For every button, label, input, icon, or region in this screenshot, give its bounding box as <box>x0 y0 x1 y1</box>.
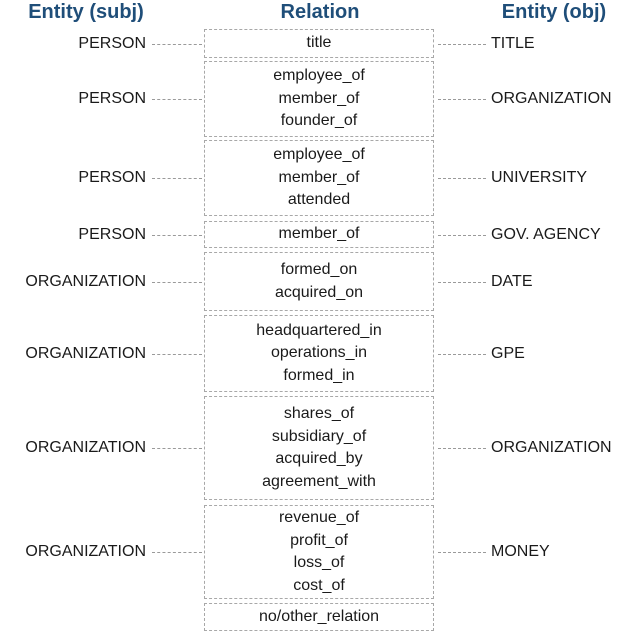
subject-entity: ORGANIZATION <box>25 439 146 456</box>
object-connector-line <box>438 178 486 179</box>
relation-label: revenue_of <box>278 509 360 526</box>
relation-box <box>204 29 434 58</box>
relation-label: subsidiary_of <box>271 427 367 445</box>
header-relation: Relation <box>280 1 360 23</box>
relation-label: founder_of <box>280 112 358 130</box>
relation-label: shares_of <box>283 405 355 422</box>
relation-label: no/other_relation <box>258 607 380 625</box>
object-entity: UNIVERSITY <box>491 169 588 186</box>
subject-entity: ORGANIZATION <box>25 272 146 290</box>
object-entity: GPE <box>491 344 525 362</box>
object-entity: DATE <box>491 272 533 290</box>
relation-box <box>204 315 434 392</box>
object-entity: MONEY <box>491 543 550 560</box>
object-entity: TITLE <box>491 34 535 52</box>
header-entity-subj: Entity (subj) <box>28 1 144 23</box>
relation-label: member_of <box>278 89 360 107</box>
relation-box <box>204 252 434 311</box>
relation-label: formed_in <box>283 366 355 384</box>
subject-connector-line <box>152 99 202 100</box>
header-entity-obj: Entity (obj) <box>501 1 607 23</box>
relation-label: employee_of <box>273 146 365 164</box>
relation-box <box>204 61 434 137</box>
object-connector-line <box>438 552 486 553</box>
relation-label: acquired_on <box>274 283 364 301</box>
object-connector-line <box>438 354 486 355</box>
subject-connector-line <box>152 178 202 179</box>
relation-label: attended <box>287 191 351 209</box>
subject-entity: ORGANIZATION <box>25 344 146 362</box>
object-entity: GOV. AGENCY <box>491 225 601 243</box>
relation-box <box>204 505 434 599</box>
relation-label: title <box>306 34 332 52</box>
subject-connector-line <box>152 354 202 355</box>
relation-label: employee_of <box>273 67 365 85</box>
relation-label: member_of <box>278 225 360 243</box>
subject-entity: PERSON <box>78 34 146 52</box>
subject-entity: PERSON <box>78 225 146 243</box>
relation-label: loss_of <box>293 554 345 571</box>
subject-connector-line <box>152 235 202 236</box>
object-connector-line <box>438 448 486 449</box>
relation-box <box>204 603 434 631</box>
object-connector-line <box>438 235 486 236</box>
relation-box <box>204 140 434 216</box>
subject-connector-line <box>152 552 202 553</box>
relation-label: headquartered_in <box>256 321 382 339</box>
subject-entity: PERSON <box>78 169 146 186</box>
object-entity: ORGANIZATION <box>491 90 612 107</box>
object-entity: ORGANIZATION <box>491 439 612 456</box>
object-connector-line <box>438 282 486 283</box>
relation-label: profit_of <box>290 531 348 549</box>
subject-entity: PERSON <box>78 90 146 107</box>
object-connector-line <box>438 44 486 45</box>
relation-label: agreement_with <box>262 472 376 490</box>
relation-label: operations_in <box>270 344 368 362</box>
object-connector-line <box>438 99 486 100</box>
relation-label: formed_on <box>280 261 358 278</box>
relation-label: member_of <box>278 168 360 186</box>
relation-box <box>204 396 434 500</box>
relation-label: acquired_by <box>275 450 363 467</box>
subject-connector-line <box>152 44 202 45</box>
subject-connector-line <box>152 282 202 283</box>
subject-entity: ORGANIZATION <box>25 543 146 560</box>
subject-connector-line <box>152 448 202 449</box>
relation-box <box>204 221 434 248</box>
relation-label: cost_of <box>293 576 345 594</box>
